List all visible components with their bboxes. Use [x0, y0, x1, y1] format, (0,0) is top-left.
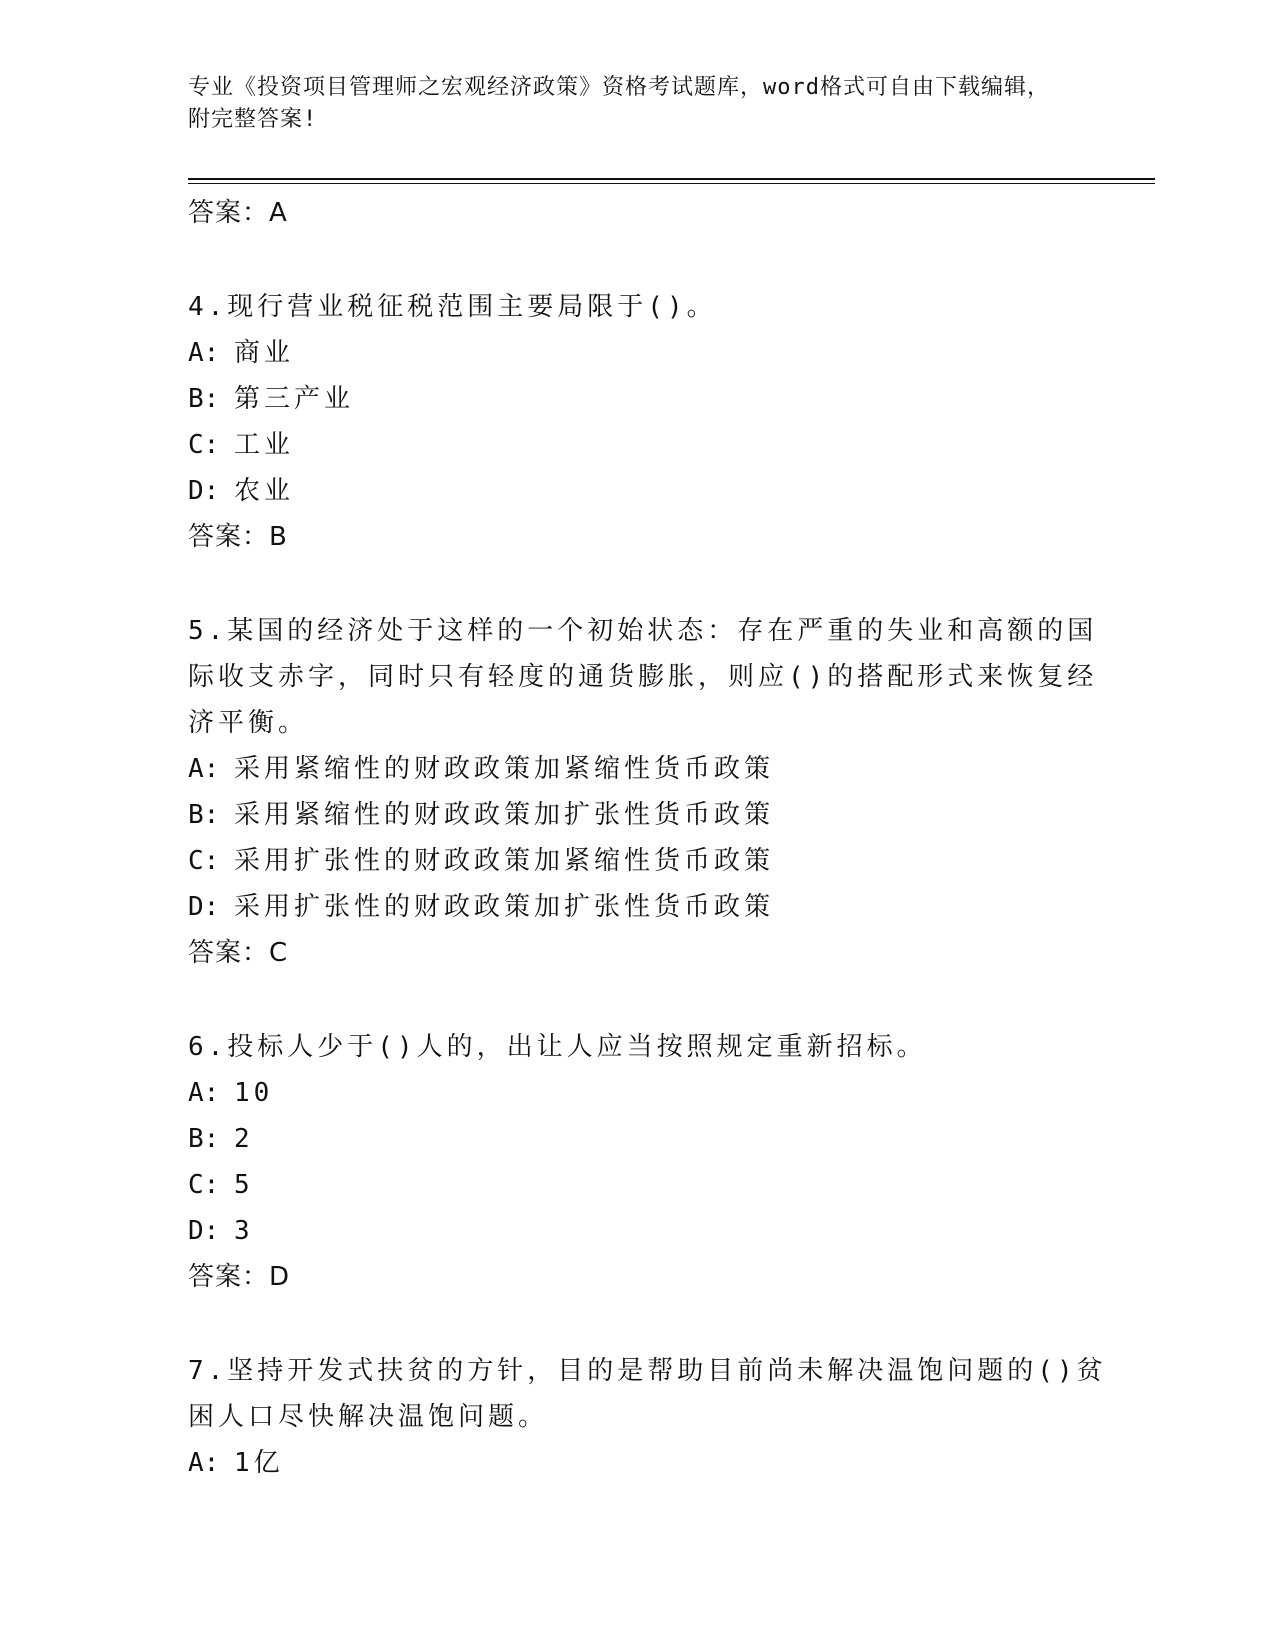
answer-line: 答案：C — [188, 938, 289, 968]
option-d — [188, 1208, 1108, 1254]
option-letter: B: — [188, 384, 220, 414]
option-d — [188, 884, 1108, 930]
option-c — [188, 1162, 1108, 1208]
option-letter: C: — [188, 430, 220, 460]
option-letter: A: — [188, 338, 220, 368]
option-letter: D: — [188, 892, 220, 922]
option-text: 采用扩张性的财政政策加扩张性货币政策 — [234, 892, 775, 922]
option-letter: A: — [188, 1078, 220, 1108]
option-text: 采用紧缩性的财政政策加紧缩性货币政策 — [234, 754, 775, 784]
question-block — [188, 284, 1108, 560]
option-text: 采用扩张性的财政政策加紧缩性货币政策 — [234, 846, 775, 876]
option-c — [188, 422, 1108, 468]
answer-line: 答案：B — [188, 522, 288, 552]
document-header: 专业《投资项目管理师之宏观经济政策》资格考试题库，word格式可自由下载编辑，附完整答案! — [188, 75, 1050, 132]
option-text: 工业 — [234, 430, 295, 460]
question-text: 6.投标人少于()人的，出让人应当按照规定重新招标。 — [188, 1032, 927, 1062]
question-text: 7.坚持开发式扶贫的方针，目的是帮助目前尚未解决温饱问题的()贫困人口尽快解决温饱问题。 — [188, 1356, 1107, 1432]
option-text: 第三产业 — [234, 384, 355, 414]
option-b — [188, 1116, 1108, 1162]
answer-line: 答案：A — [188, 198, 288, 228]
option-letter: B: — [188, 800, 220, 830]
option-letter: B: — [188, 1124, 220, 1154]
option-text: 3 — [234, 1216, 254, 1246]
header-rule-thin — [188, 183, 1155, 184]
option-a — [188, 330, 1108, 376]
option-text: 5 — [234, 1170, 254, 1200]
option-letter: A: — [188, 754, 220, 784]
option-text: 采用紧缩性的财政政策加扩张性货币政策 — [234, 800, 775, 830]
option-text: 农业 — [234, 476, 295, 506]
question-text: 4.现行营业税征税范围主要局限于()。 — [188, 292, 717, 322]
question-list — [188, 190, 1108, 1534]
option-a — [188, 746, 1108, 792]
option-letter: D: — [188, 1216, 220, 1246]
option-text: 10 — [234, 1078, 274, 1108]
option-b — [188, 792, 1108, 838]
option-d — [188, 468, 1108, 514]
answer-line: 答案：D — [188, 1262, 291, 1292]
option-letter: D: — [188, 476, 220, 506]
option-a — [188, 1440, 1108, 1486]
option-text: 2 — [234, 1124, 254, 1154]
question-block — [188, 1348, 1108, 1486]
option-letter: C: — [188, 1170, 220, 1200]
option-b — [188, 376, 1108, 422]
option-c — [188, 838, 1108, 884]
question-text: 5.某国的经济处于这样的一个初始状态：存在严重的失业和高额的国际收支赤字，同时只有轻度的通货膨胀，则应()的搭配形式来恢复经济平衡。 — [188, 616, 1098, 738]
option-letter: A: — [188, 1448, 220, 1478]
question-block — [188, 1024, 1108, 1300]
option-text: 1亿 — [234, 1448, 284, 1478]
answer-block — [188, 190, 1108, 236]
option-a — [188, 1070, 1108, 1116]
option-letter: C: — [188, 846, 220, 876]
question-block — [188, 608, 1108, 976]
header-rule-thick — [188, 178, 1155, 180]
option-text: 商业 — [234, 338, 295, 368]
